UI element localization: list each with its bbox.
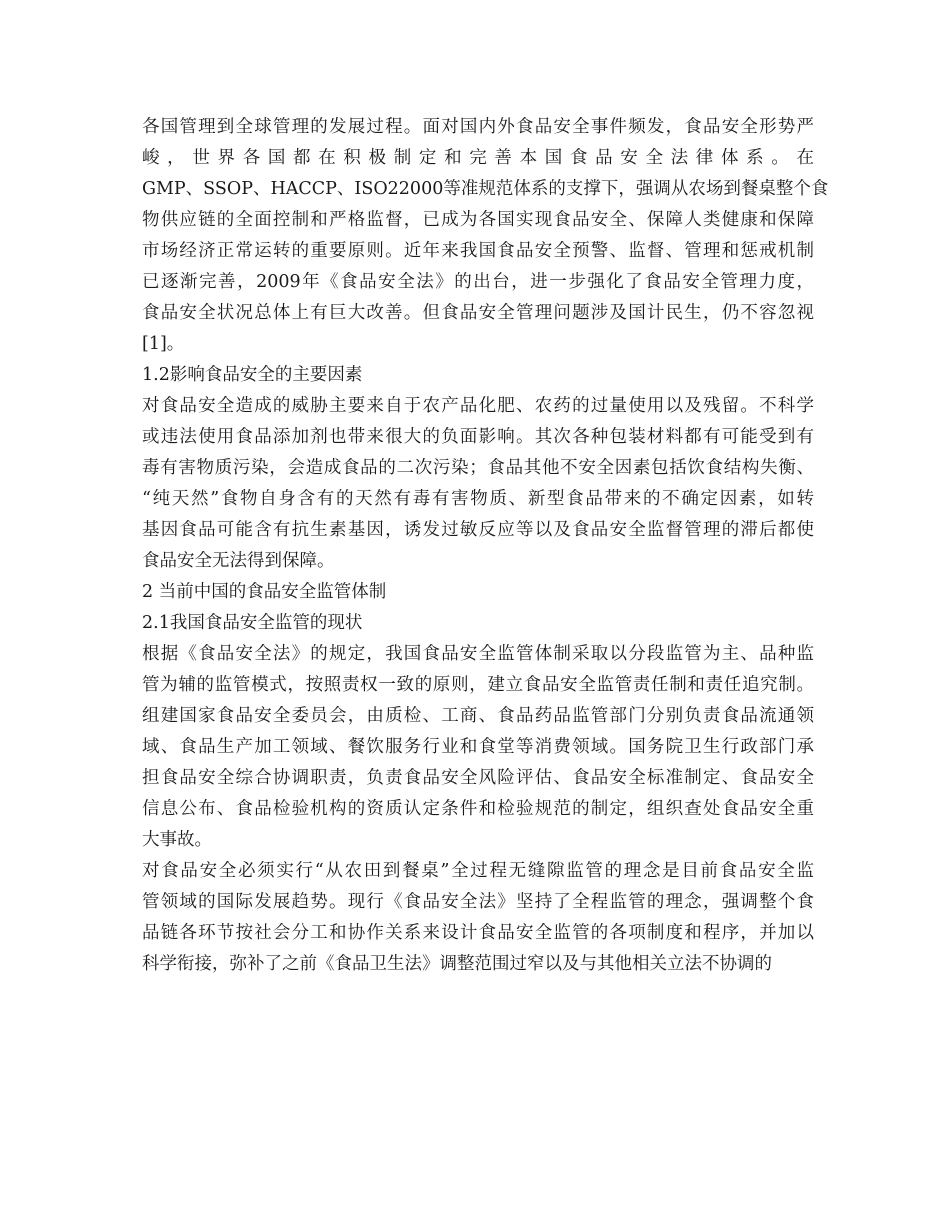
document-body (142, 112, 829, 980)
section-heading: 2.1我国食品安全监管的现状 (142, 613, 363, 633)
text-line: 已逐渐完善，2009年《食品安全法》的出台，进一步强化了食品安全管理力度， (142, 272, 814, 292)
text-line: 或违法使用食品添加剂也带来很大的负面影响。其次各种包装材料都有可能受到有 (142, 427, 814, 447)
paragraph (142, 391, 814, 577)
text-line: 品链各环节按社会分工和协作关系来设计食品安全监管的各项制度和程序，并加以 (142, 923, 814, 943)
text-line: 食品安全无法得到保障。 (142, 551, 335, 571)
text-line: 食品安全状况总体上有巨大改善。但食品安全管理问题涉及国计民生，仍不容忽视 (142, 303, 814, 323)
text-line: 科学衔接，弥补了之前《食品卫生法》调整范围过窄以及与其他相关立法不协调的 (142, 954, 772, 974)
text-line: 各国管理到全球管理的发展过程。面对国内外食品安全事件频发，食品安全形势严 (142, 117, 814, 137)
text-line: 市场经济正常运转的重要原则。近年来我国食品安全预警、监督、管理和惩戒机制 (142, 241, 814, 261)
text-line: 大事故。 (142, 830, 212, 850)
text-line: 根据《食品安全法》的规定，我国食品安全监管体制采取以分段监管为主、品种监 (142, 644, 814, 664)
paragraph (142, 112, 829, 360)
text-line: 组建国家食品安全委员会，由质检、工商、食品药品监管部门分别负责食品流通领 (142, 706, 814, 726)
section-heading: 2 当前中国的食品安全监管体制 (142, 582, 387, 602)
text-line: GMP、SSOP、HACCP、ISO22000等准规范体系的支撑下，强调从农场到餐桌整个食 (142, 179, 829, 199)
text-line: [1]。 (142, 334, 185, 354)
text-line: 毒有害物质污染，会造成食品的二次污染；食品其他不安全因素包括饮食结构失衡、 (142, 458, 814, 478)
text-line: 峻，世界各国都在积极制定和完善本国食品安全法律体系。在 (142, 148, 814, 168)
text-line: 担食品安全综合协调职责，负责食品安全风险评估、食品安全标准制定、食品安全 (142, 768, 814, 788)
text-line: 物供应链的全面控制和严格监督，已成为各国实现食品安全、保障人类健康和保障 (142, 210, 814, 230)
text-line: 管领域的国际发展趋势。现行《食品安全法》坚持了全程监管的理念，强调整个食 (142, 892, 814, 912)
text-line: 对食品安全造成的威胁主要来自于农产品化肥、农药的过量使用以及残留。不科学 (142, 396, 814, 416)
text-line: 基因食品可能含有抗生素基因，诱发过敏反应等以及食品安全监督管理的滞后都使 (142, 520, 814, 540)
paragraph (142, 639, 814, 856)
paragraph (142, 856, 814, 980)
text-line: “纯天然”食物自身含有的天然有毒有害物质、新型食品带来的不确定因素，如转 (142, 489, 814, 509)
section-heading: 1.2影响食品安全的主要因素 (142, 365, 363, 385)
text-line: 域、食品生产加工领域、餐饮服务行业和食堂等消费领域。国务院卫生行政部门承 (142, 737, 814, 757)
text-line: 管为辅的监管模式，按照责权一致的原则，建立食品安全监管责任制和责任追究制。 (142, 675, 814, 695)
text-line: 信息公布、食品检验机构的资质认定条件和检验规范的制定，组织查处食品安全重 (142, 799, 814, 819)
text-line: 对食品安全必须实行“从农田到餐桌”全过程无缝隙监管的理念是目前食品安全监 (142, 861, 814, 881)
